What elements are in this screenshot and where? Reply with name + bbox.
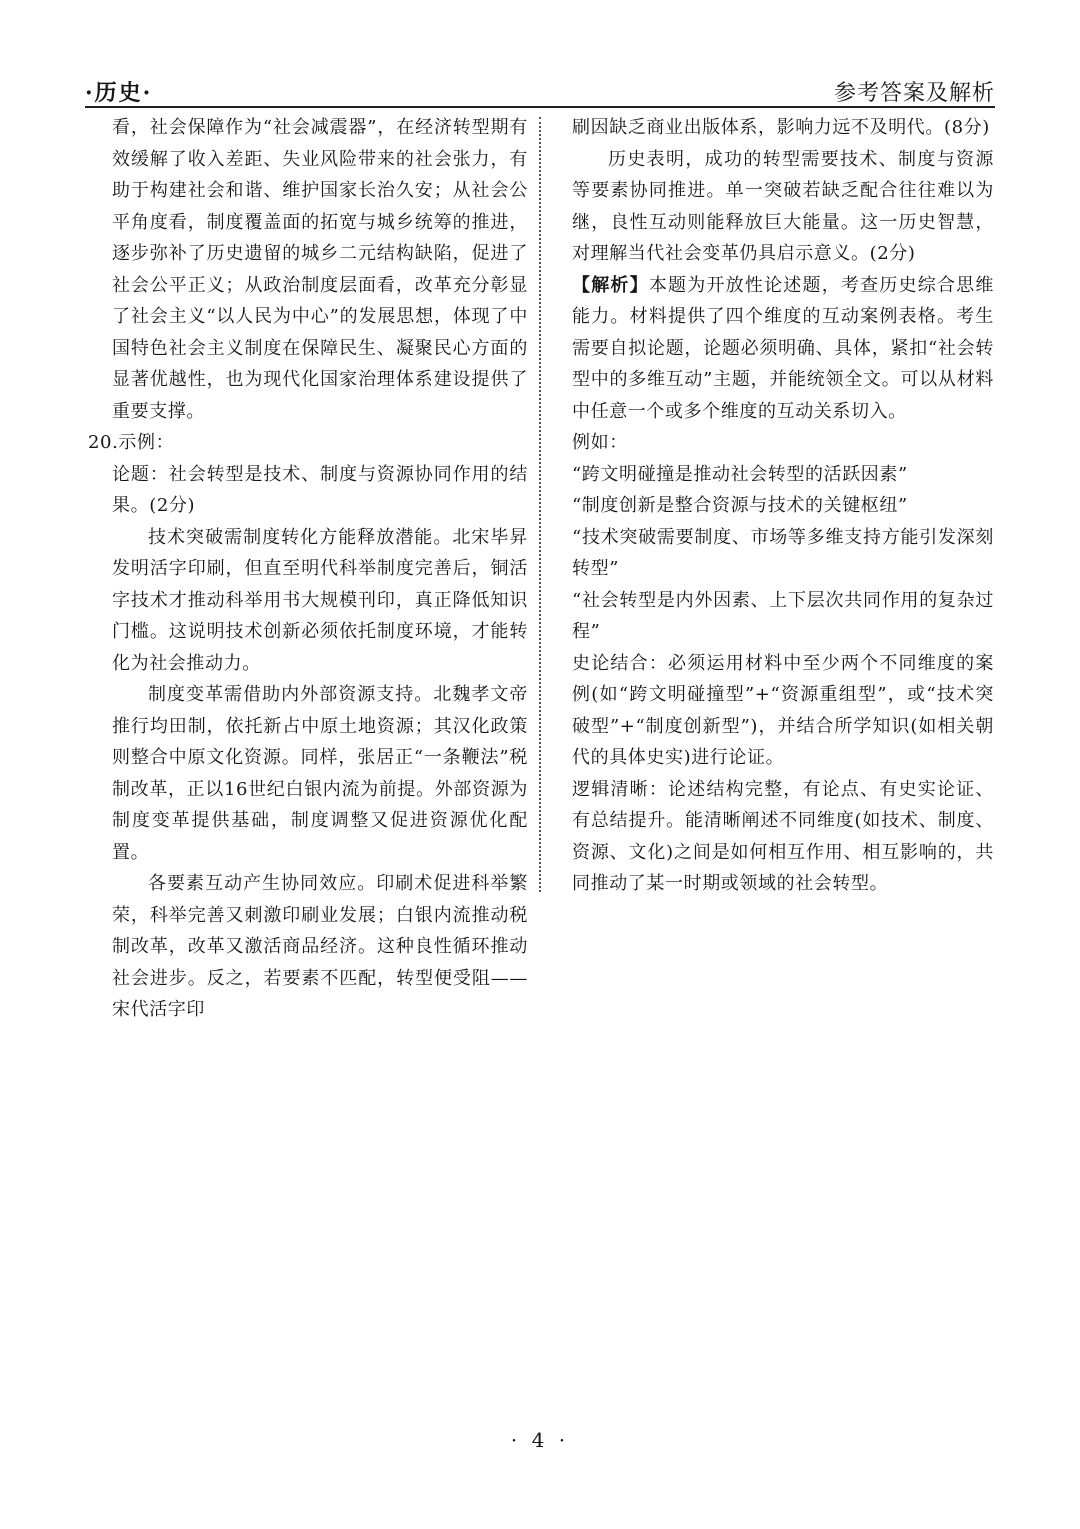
document-title: 参考答案及解析 [833, 81, 995, 106]
question-20-heading: 20.示例： [88, 432, 175, 453]
analysis-tag: 【解析】 [572, 274, 649, 296]
history-argument-criteria: 史论结合：必须运用材料中至少两个不同维度的案例(如“跨文明碰撞型”+“资源重组型”，或“技术突破型”+“制度创新型”)，并结合所学知识(如相关朝代的具体史实)进行论证。 [572, 652, 994, 768]
logic-criteria: 逻辑清晰：论述结构完整，有论点、有史实论证、有总结提升。能清晰阐述不同维度(如技术、制度、资源、文化)之间是如何相互作用、相互影响的，共同推动了某一时期或领域的社会转型。 [572, 778, 994, 894]
column-divider [539, 117, 541, 892]
left-paragraph-3: 制度变革需借助内外部资源支持。北魏孝文帝推行均田制，依托新占中原土地资源；其汉化政策则整合中原文化资源。同样，张居正“一条鞭法”税制改革，正以16世纪白银内流为前提。外部资源为制度变革提供基础，制度调整又促进资源优化配置。 [112, 684, 528, 863]
analysis-text: 本题为开放性论述题，考查历史综合思维能力。材料提供了四个维度的互动案例表格。考生需要自拟论题，论题必须明确、具体，紧扣“社会转型中的多维互动”主题，并能统领全文。可以从材料中任意一个或多个维度的互动关系切入。 [572, 274, 994, 422]
header-rule [85, 106, 995, 108]
left-paragraph-2: 技术突破需制度转化方能释放潜能。北宋毕昇发明活字印刷，但直至明代科举制度完善后，铜活字技术才推动科举用书大规模刊印，真正降低知识门槛。这说明技术创新必须依托制度环境，才能转化为社会推动力。 [112, 526, 528, 674]
left-column [88, 112, 528, 1026]
example-label: 例如： [572, 432, 628, 453]
left-paragraph-1: 看，社会保障作为“社会减震器”，在经济转型期有效缓解了收入差距、失业风险带来的社会张力，有助于构建社会和谐、维护国家长治久安；从社会公平角度看，制度覆盖面的拓宽与城乡统筹的推进，逐步弥补了历史遗留的城乡二元结构缺陷，促进了社会公平正义；从政治制度层面看，改革充分彰显了社会主义“以人民为中心”的发展思想，体现了中国特色社会主义制度在保障民生、凝聚民心方面的显著优越性，也为现代化国家治理体系建设提供了重要支撑。 [112, 117, 528, 422]
analysis-paragraph [572, 270, 994, 428]
page-number: · 4 · [510, 1428, 570, 1452]
example-item: “社会转型是内外因素、上下层次共同作用的复杂过程” [572, 589, 994, 642]
example-item: “制度创新是整合资源与技术的关键枢纽” [572, 495, 908, 516]
page-header [85, 74, 995, 106]
subject-label: ·历史· [85, 80, 153, 106]
thesis-statement: 论题：社会转型是技术、制度与资源协同作用的结果。(2分) [112, 463, 528, 516]
right-paragraph-2: 历史表明，成功的转型需要技术、制度与资源等要素协同推进。单一突破若缺乏配合往往难以为继，良性互动则能释放巨大能量。这一历史智慧，对理解当代社会变革仍具启示意义。(2分) [572, 148, 994, 264]
example-item: “跨文明碰撞是推动社会转型的活跃因素” [572, 463, 908, 485]
left-paragraph-4: 各要素互动产生协同效应。印刷术促进科举繁荣，科举完善又刺激印刷业发展；白银内流推动税制改革，改革又激活商品经济。这种良性循环推动社会进步。反之，若要素不匹配，转型便受阻——宋代活字印 [112, 873, 528, 1020]
right-paragraph-1: 刷因缺乏商业出版体系，影响力远不及明代。(8分) [572, 117, 990, 138]
example-item: “技术突破需要制度、市场等多维支持方能引发深刻转型” [572, 526, 994, 579]
right-column [572, 112, 994, 900]
